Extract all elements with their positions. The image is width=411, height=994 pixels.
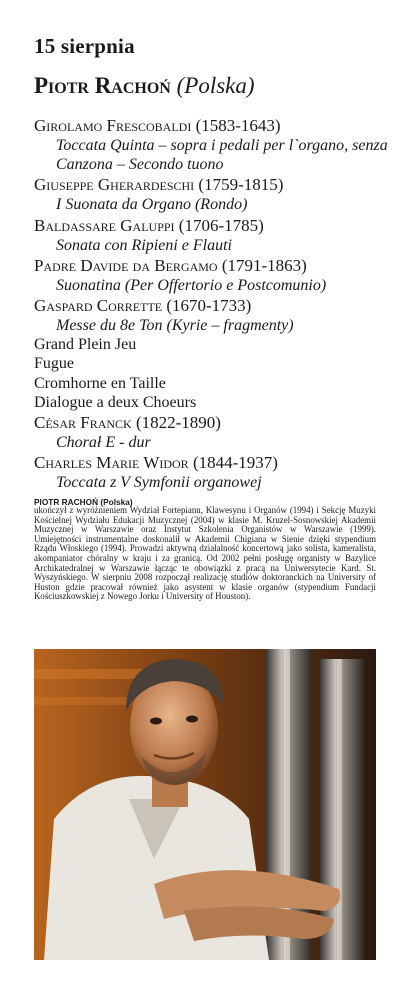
composer-line: Girolamo Frescobaldi (1583-1643) — [34, 116, 281, 135]
composer-line: Padre Davide da Bergamo (1791-1863) — [34, 255, 307, 275]
performer-heading — [34, 73, 255, 99]
concert-date: 15 sierpnia — [34, 34, 135, 58]
composer-line: Charles Marie Widor (1844-1937) — [34, 453, 278, 473]
performer-name: Piotr Rachoń — [34, 73, 171, 98]
composer-line: Baldassare Galuppi (1706-1785) — [34, 215, 264, 235]
work-line: Grand Plein Jeu — [34, 336, 137, 354]
work-line: Fugue — [34, 355, 74, 373]
performer-photo — [34, 649, 376, 960]
work-line: Messe du 8e Ton (Kyrie – fragmenty) — [56, 317, 294, 335]
work-line: Sonata con Ripieni e Flauti — [56, 236, 232, 254]
work-line: I Suonata da Organo (Rondo) — [56, 196, 248, 214]
composer-line: César Franck (1822-1890) — [34, 413, 221, 433]
composer-line: Gaspard Corrette (1670-1733) — [34, 296, 252, 316]
work-line: Toccata z V Symfonii organowej — [56, 474, 262, 492]
bio-text: ukończył z wyróżnieniem Wydział Fortepianu, Klawesynu i Organów (1994) i Sekcję Muzyki Kościelnej Wydziału Edukacji Muzycznej (2004) w klasie M. Kruzel-Sosnowskiej Akademii Muzycznej w Warszawie oraz Instytut Szkolenia Organistów w Warszawie (1999). Umiejętności instrumentalne doskonalił w Akademii Chigiana w Sienie dzięki stypendium Rządu Włoskiego (1994). Prowadzi aktywną działalność koncertową jako solista, kameralista, akompaniator chóralny w kraju i za granicą. Od 2002 pełni posługę organisty w Bazylice Archikatedralnej w Warszawie łącząc te obowiązki z pracą na Uniwersytecie Kard. St. Wyszyńskiego. W sierpniu 2008 rozpoczął realizację studiów doktoranckich na University of Huston gdzie pracował również jako asystent w klasie organów (stypendium Fundacji Kościuszkowskiej z Nowego Jorku i University of Houston). — [34, 505, 376, 602]
work-line: Toccata Quinta – sopra i pedali per l`organo, senza — [56, 137, 388, 154]
performer-photo-image — [34, 649, 376, 960]
work-line: Canzona – Secondo tuono — [56, 156, 224, 174]
composer-line: Giuseppe Gherardeschi (1759-1815) — [34, 175, 284, 195]
performer-country: (Polska) — [176, 73, 255, 98]
work-line: Suonatina (Per Offertorio e Postcomunio) — [56, 276, 327, 294]
bio-title: PIOTR RACHOŃ (Polska) — [34, 497, 133, 507]
work-line: Chorał E - dur — [56, 434, 151, 452]
work-line: Dialogue a deux Choeurs — [34, 393, 197, 411]
concert-program — [34, 115, 404, 492]
work-line: Cromhorne en Taille — [34, 374, 166, 392]
